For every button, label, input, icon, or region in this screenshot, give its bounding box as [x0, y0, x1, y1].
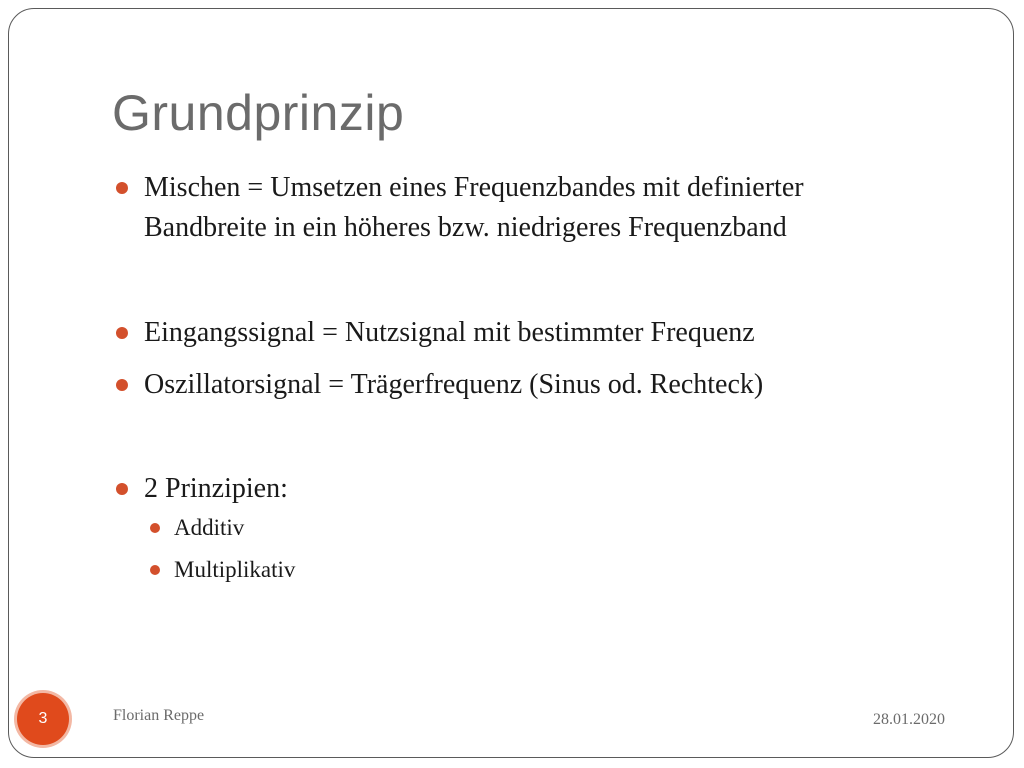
sub-bullet-dot-icon: [150, 523, 160, 533]
bullet-text: 2 Prinzipien:: [144, 473, 288, 504]
bullet-dot-icon: [116, 182, 128, 194]
slide-number-badge: 3: [17, 693, 69, 745]
bullet-list: [110, 168, 930, 585]
bullet-item: [110, 168, 930, 248]
bullet-dot-icon: [116, 327, 128, 339]
sub-bullet-item: [110, 513, 930, 543]
slide-title: Grundprinzip: [112, 85, 405, 141]
sub-bullet-text: Additiv: [174, 515, 245, 540]
sub-bullet-item: [110, 555, 930, 585]
footer-author: Florian Reppe: [113, 707, 205, 724]
sub-bullet-text: Multiplikativ: [174, 557, 296, 582]
bullet-text: Eingangssignal = Nutzsignal mit bestimmter Frequenz: [144, 317, 755, 348]
bullet-item: [110, 469, 930, 509]
bullet-item: [110, 313, 930, 353]
sub-bullet-dot-icon: [150, 565, 160, 575]
bullet-text: Mischen = Umsetzen eines Frequenzbandes mit definierter Bandbreite in ein höheres bzw. niedrigeres Frequenzband: [144, 172, 804, 243]
bullet-dot-icon: [116, 379, 128, 391]
bullet-dot-icon: [116, 483, 128, 495]
footer-date: 28.01.2020: [873, 711, 945, 728]
bullet-item: [110, 365, 930, 405]
bullet-text: Oszillatorsignal = Trägerfrequenz (Sinus od. Rechteck): [144, 369, 764, 400]
